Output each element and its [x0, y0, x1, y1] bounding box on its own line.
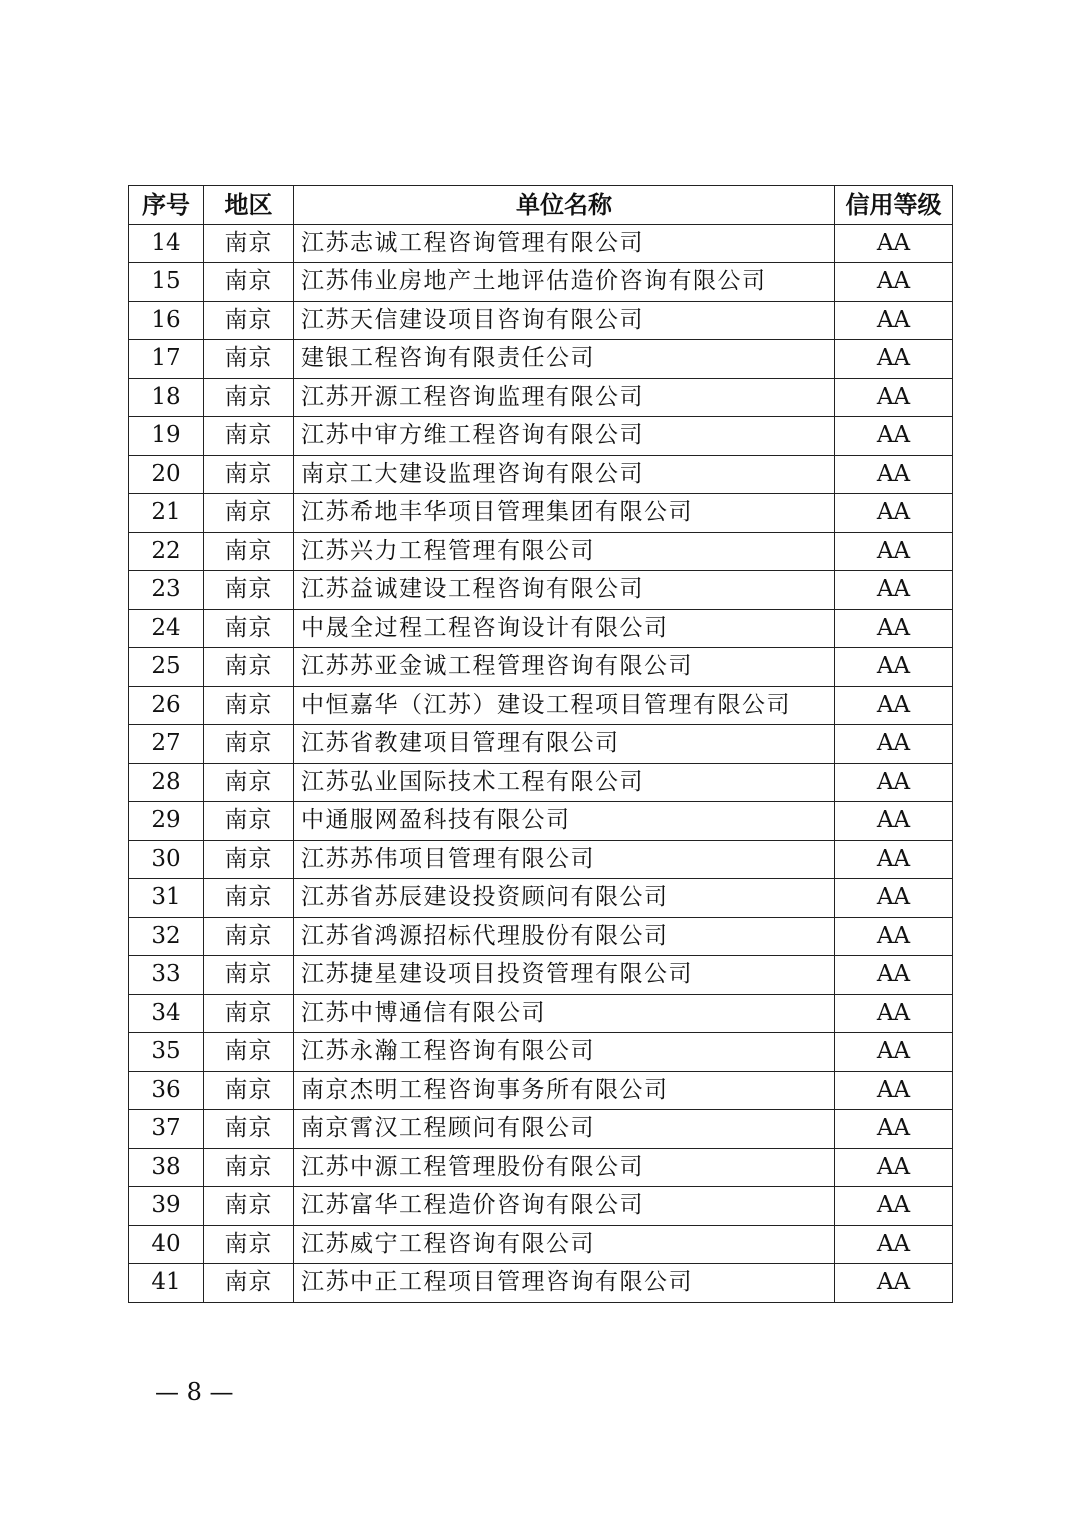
- credit-grade-cell: AA: [835, 417, 953, 456]
- region-cell: 南京: [204, 1071, 294, 1110]
- table-row: [129, 994, 953, 1033]
- credit-grade-cell: AA: [835, 1187, 953, 1226]
- header-serial-number: 序号: [129, 186, 204, 225]
- company-name-cell: 江苏中源工程管理股份有限公司: [294, 1148, 835, 1187]
- credit-grade-cell: AA: [835, 763, 953, 802]
- credit-grade-cell: AA: [835, 455, 953, 494]
- region-cell: 南京: [204, 609, 294, 648]
- region-cell: 南京: [204, 686, 294, 725]
- credit-grade-cell: AA: [835, 263, 953, 302]
- header-company-name: 单位名称: [294, 186, 835, 225]
- table-row: [129, 1225, 953, 1264]
- credit-grade-cell: AA: [835, 1110, 953, 1149]
- serial-number-cell: 16: [129, 301, 204, 340]
- company-name-cell: 江苏省苏辰建设投资顾问有限公司: [294, 879, 835, 918]
- serial-number-cell: 39: [129, 1187, 204, 1226]
- region-cell: 南京: [204, 648, 294, 687]
- company-name-cell: 江苏希地丰华项目管理集团有限公司: [294, 494, 835, 533]
- region-cell: 南京: [204, 1033, 294, 1072]
- serial-number-cell: 37: [129, 1110, 204, 1149]
- credit-grade-cell: AA: [835, 686, 953, 725]
- company-name-cell: 江苏永瀚工程咨询有限公司: [294, 1033, 835, 1072]
- table-row: [129, 263, 953, 302]
- company-name-cell: 江苏捷星建设项目投资管理有限公司: [294, 956, 835, 995]
- region-cell: 南京: [204, 879, 294, 918]
- table-row: [129, 1148, 953, 1187]
- table-row: [129, 802, 953, 841]
- company-name-cell: 江苏威宁工程咨询有限公司: [294, 1225, 835, 1264]
- region-cell: 南京: [204, 417, 294, 456]
- table-row: [129, 532, 953, 571]
- page-number: — 8 —: [155, 1378, 234, 1406]
- serial-number-cell: 14: [129, 224, 204, 263]
- serial-number-cell: 36: [129, 1071, 204, 1110]
- table-row: [129, 301, 953, 340]
- company-name-cell: 江苏省鸿源招标代理股份有限公司: [294, 917, 835, 956]
- serial-number-cell: 27: [129, 725, 204, 764]
- serial-number-cell: 25: [129, 648, 204, 687]
- credit-grade-cell: AA: [835, 378, 953, 417]
- table-row: [129, 417, 953, 456]
- serial-number-cell: 32: [129, 917, 204, 956]
- serial-number-cell: 24: [129, 609, 204, 648]
- serial-number-cell: 31: [129, 879, 204, 918]
- credit-grade-cell: AA: [835, 917, 953, 956]
- table-row: [129, 494, 953, 533]
- table-row: [129, 956, 953, 995]
- company-name-cell: 南京杰明工程咨询事务所有限公司: [294, 1071, 835, 1110]
- company-name-cell: 中恒嘉华（江苏）建设工程项目管理有限公司: [294, 686, 835, 725]
- serial-number-cell: 41: [129, 1264, 204, 1303]
- table-row: [129, 1264, 953, 1303]
- credit-grade-cell: AA: [835, 802, 953, 841]
- company-name-cell: 江苏省教建项目管理有限公司: [294, 725, 835, 764]
- credit-grade-cell: AA: [835, 224, 953, 263]
- table-row: [129, 1110, 953, 1149]
- region-cell: 南京: [204, 1148, 294, 1187]
- credit-grade-cell: AA: [835, 956, 953, 995]
- region-cell: 南京: [204, 802, 294, 841]
- region-cell: 南京: [204, 917, 294, 956]
- serial-number-cell: 33: [129, 956, 204, 995]
- region-cell: 南京: [204, 263, 294, 302]
- region-cell: 南京: [204, 1264, 294, 1303]
- table-row: [129, 1187, 953, 1226]
- table-row: [129, 455, 953, 494]
- serial-number-cell: 19: [129, 417, 204, 456]
- serial-number-cell: 21: [129, 494, 204, 533]
- table-row: [129, 1033, 953, 1072]
- company-name-cell: 江苏兴力工程管理有限公司: [294, 532, 835, 571]
- region-cell: 南京: [204, 340, 294, 379]
- table-header-row: [129, 186, 953, 225]
- company-name-cell: 江苏苏亚金诚工程管理咨询有限公司: [294, 648, 835, 687]
- serial-number-cell: 26: [129, 686, 204, 725]
- table-row: [129, 571, 953, 610]
- table-row: [129, 1071, 953, 1110]
- credit-grade-cell: AA: [835, 1264, 953, 1303]
- company-name-cell: 南京霄汉工程顾问有限公司: [294, 1110, 835, 1149]
- serial-number-cell: 18: [129, 378, 204, 417]
- serial-number-cell: 20: [129, 455, 204, 494]
- serial-number-cell: 38: [129, 1148, 204, 1187]
- company-name-cell: 建银工程咨询有限责任公司: [294, 340, 835, 379]
- credit-grade-cell: AA: [835, 609, 953, 648]
- serial-number-cell: 23: [129, 571, 204, 610]
- serial-number-cell: 30: [129, 840, 204, 879]
- table-row: [129, 648, 953, 687]
- table-row: [129, 763, 953, 802]
- table-row: [129, 725, 953, 764]
- table-row: [129, 609, 953, 648]
- company-name-cell: 江苏中博通信有限公司: [294, 994, 835, 1033]
- region-cell: 南京: [204, 763, 294, 802]
- serial-number-cell: 22: [129, 532, 204, 571]
- company-name-cell: 江苏中正工程项目管理咨询有限公司: [294, 1264, 835, 1303]
- region-cell: 南京: [204, 494, 294, 533]
- credit-grade-cell: AA: [835, 494, 953, 533]
- credit-grade-cell: AA: [835, 1033, 953, 1072]
- company-name-cell: 江苏志诚工程咨询管理有限公司: [294, 224, 835, 263]
- serial-number-cell: 17: [129, 340, 204, 379]
- company-name-cell: 江苏天信建设项目咨询有限公司: [294, 301, 835, 340]
- table-row: [129, 879, 953, 918]
- serial-number-cell: 34: [129, 994, 204, 1033]
- region-cell: 南京: [204, 840, 294, 879]
- serial-number-cell: 15: [129, 263, 204, 302]
- region-cell: 南京: [204, 1187, 294, 1226]
- header-credit-grade: 信用等级: [835, 186, 953, 225]
- credit-grade-cell: AA: [835, 571, 953, 610]
- company-name-cell: 中晟全过程工程咨询设计有限公司: [294, 609, 835, 648]
- region-cell: 南京: [204, 1225, 294, 1264]
- table-row: [129, 224, 953, 263]
- table-row: [129, 917, 953, 956]
- company-name-cell: 江苏开源工程咨询监理有限公司: [294, 378, 835, 417]
- region-cell: 南京: [204, 1110, 294, 1149]
- serial-number-cell: 29: [129, 802, 204, 841]
- credit-grade-cell: AA: [835, 1071, 953, 1110]
- company-name-cell: 江苏伟业房地产土地评估造价咨询有限公司: [294, 263, 835, 302]
- credit-grade-cell: AA: [835, 648, 953, 687]
- table-row: [129, 340, 953, 379]
- serial-number-cell: 40: [129, 1225, 204, 1264]
- table-row: [129, 686, 953, 725]
- region-cell: 南京: [204, 956, 294, 995]
- region-cell: 南京: [204, 532, 294, 571]
- credit-grade-cell: AA: [835, 532, 953, 571]
- credit-grade-cell: AA: [835, 1225, 953, 1264]
- region-cell: 南京: [204, 725, 294, 764]
- credit-rating-table: [128, 185, 953, 1303]
- region-cell: 南京: [204, 571, 294, 610]
- company-name-cell: 江苏弘业国际技术工程有限公司: [294, 763, 835, 802]
- company-name-cell: 江苏益诚建设工程咨询有限公司: [294, 571, 835, 610]
- serial-number-cell: 28: [129, 763, 204, 802]
- credit-grade-cell: AA: [835, 840, 953, 879]
- header-region: 地区: [204, 186, 294, 225]
- company-name-cell: 江苏富华工程造价咨询有限公司: [294, 1187, 835, 1226]
- serial-number-cell: 35: [129, 1033, 204, 1072]
- region-cell: 南京: [204, 301, 294, 340]
- table-body: [129, 224, 953, 1302]
- credit-grade-cell: AA: [835, 1148, 953, 1187]
- credit-grade-cell: AA: [835, 725, 953, 764]
- credit-grade-cell: AA: [835, 994, 953, 1033]
- company-name-cell: 江苏苏伟项目管理有限公司: [294, 840, 835, 879]
- region-cell: 南京: [204, 455, 294, 494]
- company-name-cell: 中通服网盈科技有限公司: [294, 802, 835, 841]
- credit-grade-cell: AA: [835, 301, 953, 340]
- table-row: [129, 378, 953, 417]
- region-cell: 南京: [204, 994, 294, 1033]
- company-name-cell: 南京工大建设监理咨询有限公司: [294, 455, 835, 494]
- region-cell: 南京: [204, 378, 294, 417]
- region-cell: 南京: [204, 224, 294, 263]
- credit-grade-cell: AA: [835, 340, 953, 379]
- credit-grade-cell: AA: [835, 879, 953, 918]
- table-row: [129, 840, 953, 879]
- company-name-cell: 江苏中审方维工程咨询有限公司: [294, 417, 835, 456]
